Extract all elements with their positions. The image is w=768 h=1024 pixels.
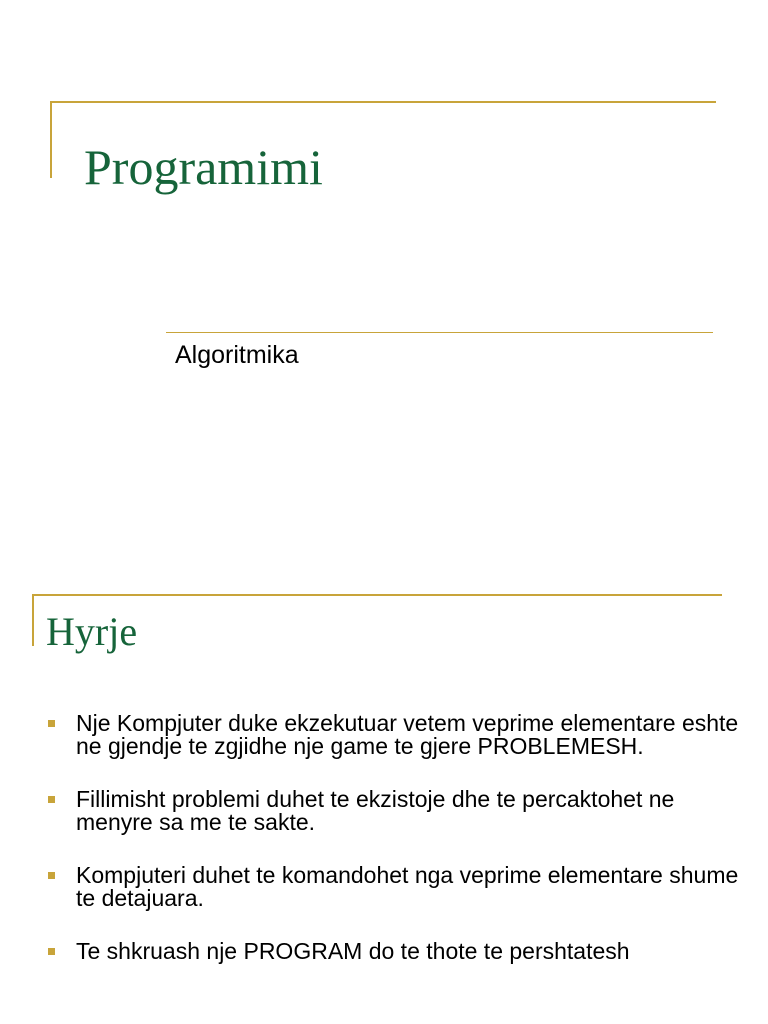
bullet-text: Kompjuteri duhet te komandohet nga veprime elementare shume te detajuara. — [76, 862, 739, 911]
presentation-title: Programimi — [84, 139, 323, 195]
square-bullet-icon — [48, 948, 55, 955]
slide-left-rule — [32, 594, 34, 646]
list-item — [48, 940, 748, 963]
bullet-text: Fillimisht problemi duhet te ekzistoje dhe te percaktohet ne menyre sa me te sakte. — [76, 786, 675, 835]
bullet-text: Nje Kompjuter duke ekzekutuar vetem veprime elementare eshte ne gjendje te zgjidhe nje game te gjere PROBLEMESH. — [76, 710, 739, 759]
slide-top-rule — [32, 594, 722, 596]
list-item — [48, 864, 748, 910]
subtitle-divider — [166, 332, 713, 333]
title-top-rule — [50, 101, 716, 103]
bullet-text: Te shkruash nje PROGRAM do te thote te pershtatesh — [76, 938, 630, 964]
square-bullet-icon — [48, 872, 55, 879]
square-bullet-icon — [48, 796, 55, 803]
title-left-rule — [50, 101, 52, 178]
bullet-list — [48, 712, 748, 993]
square-bullet-icon — [48, 720, 55, 727]
slide-title: Hyrje — [46, 609, 138, 654]
presentation-subtitle: Algoritmika — [175, 341, 299, 369]
list-item — [48, 712, 748, 758]
content-slide — [0, 560, 768, 1024]
list-item — [48, 788, 748, 834]
